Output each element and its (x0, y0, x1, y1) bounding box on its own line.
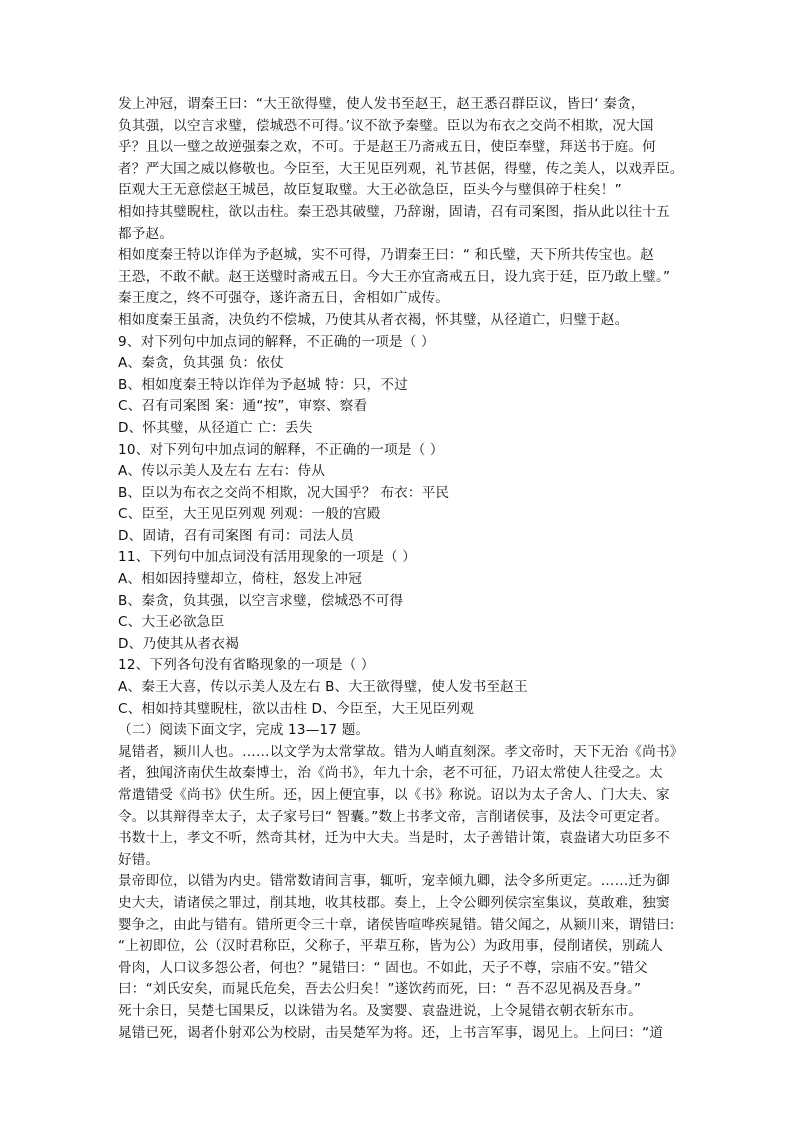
text-line: 者，独闻济南伏生故秦博士，治《尚书》，年九十余，老不可征，乃诏太常使人往受之。太 (118, 765, 663, 782)
text-line: 晁错者，颍川人也。……以文学为太常掌故。错为人峭直刻深。孝文帝时，天下无治《尚书》 (118, 743, 684, 760)
text-line: 11、下列句中加点词没有活用现象的一项是（ ） (118, 549, 417, 566)
text-line: 景帝即位，以错为内史。错常数请间言事，辄听，宠幸倾九卿，法令多所更定。……迁为御 (118, 873, 670, 890)
text-line: 曰：“刘氏安矣，而晁氏危矣，吾去公归矣！”遂饮药而死，曰：“ 吾不忍见祸及吾身。” (118, 981, 642, 998)
text-line: A、相如因持璧却立，倚柱，怒发上冲冠 (118, 571, 362, 588)
text-line: 相如持其璧睨柱，欲以击柱。秦王恐其破璧，乃辞谢，固请，召有司案图，指从此以往十五 (118, 203, 670, 220)
text-line: A、传以示美人及左右 左右：侍从 (118, 463, 326, 480)
text-line: 晁错已死，谒者仆射邓公为校尉，击吴楚军为将。还，上书言军事，谒见上。上问曰：“道 (118, 1024, 664, 1041)
text-line: 秦王度之，终不可强夺，遂许斋五日，舍相如广成传。 (118, 290, 450, 307)
text-line: 臣观大王无意偿赵王城邑，故臣复取璧。大王必欲急臣，臣头今与璧俱碎于柱矣！” (118, 182, 622, 199)
text-line: 好错。 (118, 851, 160, 868)
text-line: 负其强，以空言求璧，偿城恐不可得。’议不欲予秦璧。臣以为布衣之交尚不相欺，况大国 (118, 117, 654, 134)
text-line: D、怀其璧，从径道亡 亡：丢失 (118, 419, 313, 436)
text-line: 令。以其辩得幸太子，太子家号曰“ 智囊。”数上书孝文帝，言削诸侯事，及法令可更定者。 (118, 808, 669, 825)
text-line: 9、对下列句中加点词的解释，不正确的一项是（ ） (118, 333, 435, 350)
text-line: 婴争之，由此与错有。错所更令三十章，诸侯皆喧哗疾晁错。错父闻之，从颍川来，谓错曰: (118, 916, 675, 933)
text-line: 死十余日，吴楚七国果反，以诛错为名。及窦婴、袁盎进说，上令晁错衣朝衣斩东市。 (118, 1002, 643, 1019)
text-line: A、秦贪，负其强 负：依仗 (118, 355, 284, 372)
text-line: 12、下列各句没有省略现象的一项是（ ） (118, 657, 375, 674)
text-line: B、秦贪，负其强，以空言求璧，偿城恐不可得 (118, 592, 404, 609)
text-line: 书数十上，孝文不听，然奇其材，迁为中大夫。当是时，太子善错计策，袁盎诸大功臣多不 (118, 830, 670, 847)
text-line: （二）阅读下面文字，完成 13—17 题。 (118, 722, 370, 739)
text-line: C、召有司案图 案：通“按”，审察、察看 (118, 398, 368, 415)
text-line: C、相如持其璧睨柱，欲以击柱 D、今臣至，大王见臣列观 (118, 700, 474, 717)
text-line: B、相如度秦王特以诈佯为予赵城 特：只，不过 (118, 376, 408, 393)
document-body (118, 94, 687, 1044)
text-line: 王恐，不敢不献。赵王送璧时斋戒五日。今大王亦宜斋戒五日，设九宾于廷，臣乃敢上璧。” (118, 268, 671, 285)
text-line: 乎？且以一璧之故逆强秦之欢，不可。于是赵王乃斋戒五日，使臣奉璧，拜送书于庭。何 (118, 139, 656, 156)
text-line: A、秦王大喜，传以示美人及左右 B、大王欲得璧，使人发书至赵王 (118, 679, 528, 696)
text-line: 史大夫，请诸侯之罪过，削其地，收其枝郡。奏上，上令公卿列侯宗室集议，莫敢难，独窦 (118, 894, 670, 911)
text-line: “上初即位，公（汉时君称臣，父称子，平辈互称，皆为公）为政用事，侵削诸侯，别疏人 (118, 938, 664, 955)
text-line: B、臣以为布衣之交尚不相欺，况大国乎？ 布衣：平民 (118, 484, 450, 501)
text-line: C、大王必欲急臣 (118, 614, 225, 631)
text-line: 10、对下列句中加点词的解释，不正确的一项是（ ） (118, 441, 444, 458)
text-line: D、乃使其从者衣褐 (118, 635, 240, 652)
text-line: 常遣错受《尚书》伏生所。还，因上便宜事，以《书》称说。诏以为太子舍人、门大夫、家 (118, 787, 670, 803)
text-line: D、固请，召有司案图 有司：司法人员 (118, 527, 354, 544)
text-line: C、臣至，大王见臣列观 列观：一般的宫殿 (118, 506, 381, 523)
text-line: 骨肉，人口议多怨公者，何也？”晁错曰：“ 固也。不如此，天子不尊，宗庙不安。”错父 (118, 959, 648, 976)
text-line: 者？严大国之威以修敬也。今臣至，大王见臣列观，礼节甚倨，得璧，传之美人，以戏弄臣。 (118, 160, 684, 177)
text-line: 相如度秦王特以诈佯为予赵城，实不可得，乃谓秦王曰：“ 和氏璧，天下所共传宝也。赵 (118, 247, 654, 264)
text-line: 相如度秦王虽斋，决负约不偿城，乃使其从者衣褐，怀其璧，从径道亡，归璧于赵。 (118, 311, 629, 328)
text-line: 都予赵。 (118, 225, 174, 242)
text-line: 发上冲冠，谓秦王曰：“大王欲得璧，使人发书至赵王，赵王悉召群臣议，皆曰‘ 秦贪， (118, 96, 645, 112)
